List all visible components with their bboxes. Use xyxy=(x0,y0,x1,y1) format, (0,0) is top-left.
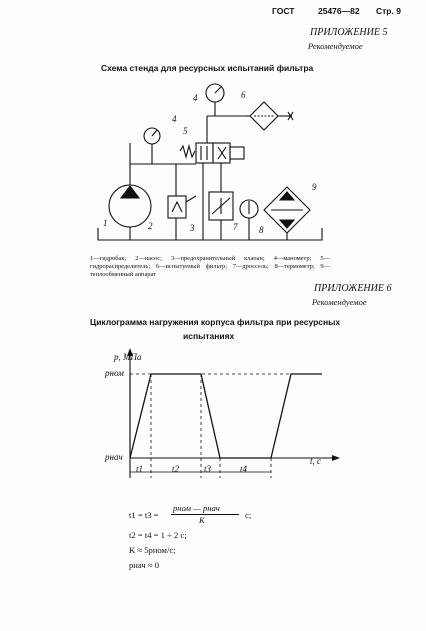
y-axis-label: p, МПа xyxy=(114,352,142,362)
appendix5-label: ПРИЛОЖЕНИЕ 5 xyxy=(310,27,388,38)
fraction-bar xyxy=(171,514,239,515)
label-6: 6 xyxy=(241,90,246,100)
standard-number: 25476—82 xyxy=(318,6,360,16)
level-pnom: pном xyxy=(105,368,124,378)
relief-valve xyxy=(168,196,186,218)
x-axis-arrow-icon xyxy=(332,455,340,461)
label-2: 2 xyxy=(148,221,153,231)
formula-4: pнач ≈ 0 xyxy=(129,560,159,570)
pressure-cycle-line xyxy=(130,374,322,458)
label-7: 7 xyxy=(233,222,238,232)
label-1: 1 xyxy=(103,218,108,228)
hydraulic-tank xyxy=(98,228,322,240)
interval-t4: t4 xyxy=(240,464,248,474)
formula-1-numerator: pном — pнач xyxy=(173,503,220,513)
interval-t3: t3 xyxy=(204,464,212,474)
schematic-legend: 1—гидробак; 2—насос; 3—предохранительный клапан; 4—манометр; 5—гидрораспределитель; 6—испытуемый фильтр; 7—дроссель; 8—термометр; 9—теплообменный аппарат xyxy=(90,255,330,278)
interval-t1: t1 xyxy=(136,464,144,474)
label-8: 8 xyxy=(259,225,264,235)
interval-t2: t2 xyxy=(172,464,180,474)
level-pnach: pнач xyxy=(105,452,123,462)
appendix5-title: Схема стенда для ресурсных испытаний фильтра xyxy=(101,63,314,73)
label-4-left: 4 xyxy=(172,114,177,124)
label-9: 9 xyxy=(312,182,317,192)
page-number: Стр. 9 xyxy=(376,6,401,16)
formula-1-denominator: K xyxy=(199,515,205,525)
load-cyclogram xyxy=(0,340,426,490)
valve-spring xyxy=(180,146,195,157)
formula-3: K ≈ 5pном/c; xyxy=(129,545,176,555)
formula-1-unit: c; xyxy=(245,510,252,520)
formula-2: t2 = t4 = 1 ÷ 2 c; xyxy=(129,530,187,540)
pump-arrow-icon xyxy=(121,186,139,198)
label-4-right: 4 xyxy=(193,93,198,103)
label-5: 5 xyxy=(183,126,188,136)
x-axis-label: t, c xyxy=(310,456,321,466)
solenoid-actuator xyxy=(230,147,244,159)
label-3: 3 xyxy=(190,223,195,233)
standard-label: ГОСТ xyxy=(272,6,295,16)
appendix6-title-line2: испытаниях xyxy=(183,331,235,341)
appendix6-label: ПРИЛОЖЕНИЕ 6 xyxy=(314,283,392,294)
appendix6-title-line1: Циклограмма нагружения корпуса фильтра при ресурсных xyxy=(90,317,341,327)
appendix5-status: Рекомендуемое xyxy=(308,41,363,51)
directional-valve-section-a xyxy=(196,143,213,163)
appendix6-status: Рекомендуемое xyxy=(312,297,367,307)
formula-1-left: t1 = t3 = xyxy=(129,510,159,520)
